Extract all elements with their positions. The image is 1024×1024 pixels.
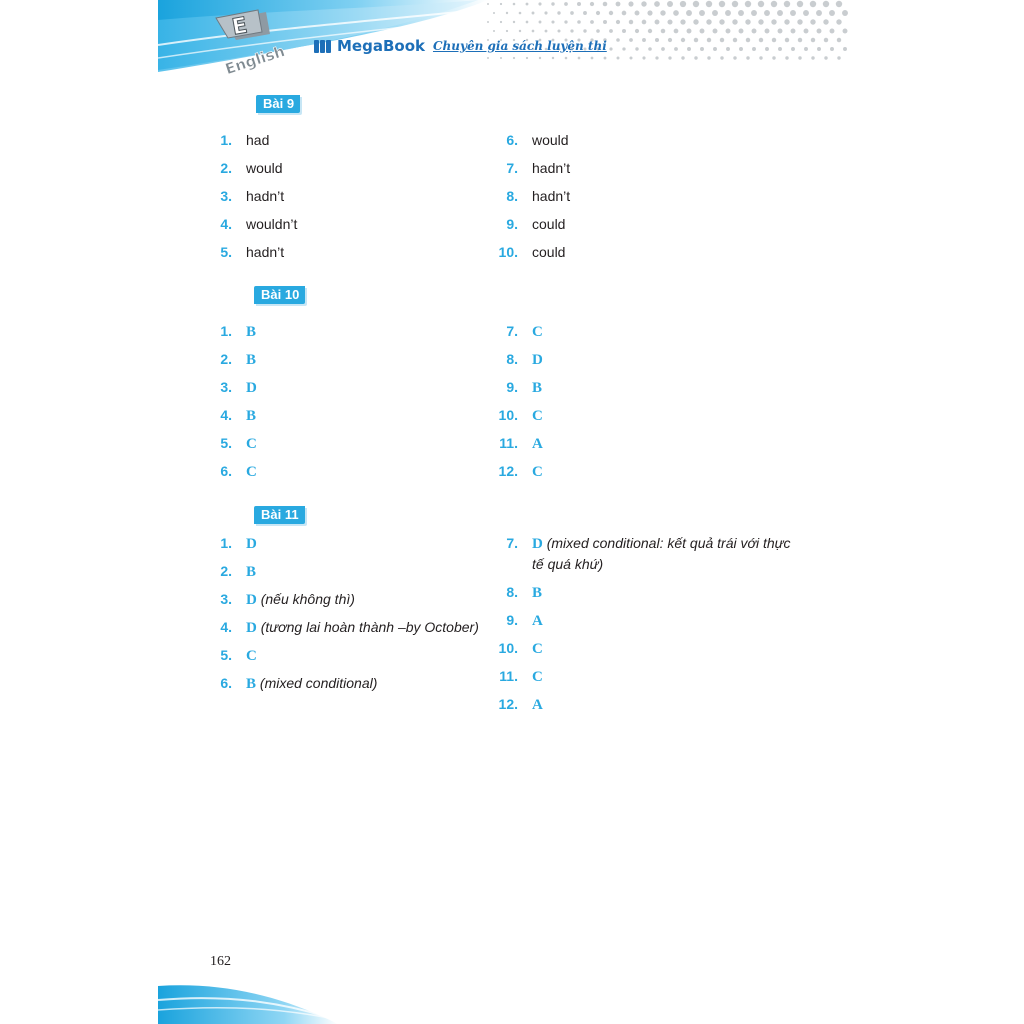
halftone-dot [719, 19, 724, 24]
halftone-dot [603, 2, 608, 7]
halftone-dot [803, 10, 809, 16]
halftone-dot [751, 10, 757, 16]
halftone-dot [752, 29, 757, 34]
halftone-dot [513, 57, 515, 59]
halftone-dot [785, 38, 789, 42]
halftone-dot [506, 12, 508, 14]
answer-item: 9. could [506, 216, 566, 232]
halftone-dot [513, 3, 516, 6]
halftone-dot [655, 56, 658, 59]
halftone-dot [583, 11, 587, 15]
answer-item: 2. B [220, 563, 257, 580]
halftone-dot [570, 29, 573, 32]
halftone-dot [603, 20, 607, 24]
halftone-dot [804, 47, 808, 51]
halftone-dot [590, 2, 594, 6]
halftone-dot [700, 29, 705, 34]
halftone-dot [564, 2, 568, 6]
halftone-dot [681, 38, 685, 42]
halftone-dot [772, 38, 776, 42]
halftone-dot [699, 10, 705, 16]
halftone-dot [578, 57, 581, 60]
halftone-dot [771, 1, 777, 7]
halftone-dot [641, 1, 646, 6]
halftone-dot [538, 2, 541, 5]
halftone-dot [823, 1, 829, 7]
halftone-dot [635, 29, 639, 33]
halftone-dot [519, 30, 521, 32]
footer-wave-graphic [158, 980, 418, 1024]
halftone-dot [539, 57, 541, 59]
halftone-dot [681, 56, 684, 59]
halftone-dot [622, 29, 626, 33]
halftone-dot [551, 2, 554, 5]
halftone-dot [648, 47, 652, 51]
english-logo [206, 6, 326, 78]
halftone-dot [622, 11, 627, 16]
halftone-dot [609, 29, 613, 33]
halftone-dot [661, 29, 666, 34]
brand-tagline: Chuyên gia sách luyện thi [432, 39, 607, 53]
halftone-dot [629, 38, 633, 42]
halftone-dot [693, 1, 699, 7]
halftone-dot [667, 1, 673, 7]
halftone-dot [500, 21, 502, 23]
halftone-dot [674, 47, 678, 51]
answer-item: 11. C [499, 668, 543, 685]
answer-item: 9. B [506, 379, 543, 396]
answer-item: 4. wouldn’t [220, 216, 298, 232]
halftone-dot [654, 1, 660, 7]
answer-item: 6. C [220, 463, 257, 480]
halftone-dot [836, 1, 842, 7]
halftone-dot [557, 29, 560, 32]
halftone-dot [526, 57, 528, 59]
halftone-dot [732, 19, 737, 24]
halftone-dot [829, 10, 835, 16]
halftone-dot [824, 38, 828, 42]
answer-item: 12. C [498, 463, 543, 480]
halftone-dot [487, 57, 489, 59]
halftone-dot [616, 20, 620, 24]
halftone-dot [629, 56, 632, 59]
svg-text:E: E [230, 13, 250, 41]
section-title-bai-9: Bài 9 [256, 95, 300, 113]
answer-item: 1. had [220, 132, 270, 148]
halftone-dot [635, 47, 638, 50]
answer-item: 9. A [506, 612, 543, 629]
halftone-dot [707, 38, 711, 42]
halftone-dot [713, 47, 717, 51]
answer-item: 4. B [220, 407, 257, 424]
halftone-dot [617, 57, 620, 60]
halftone-dot [765, 29, 770, 34]
halftone-dot [707, 56, 710, 59]
answer-item: 7. C [506, 323, 543, 340]
answer-item: 8. D [506, 351, 543, 368]
halftone-dot [647, 10, 652, 15]
halftone-dot [837, 56, 840, 59]
halftone-dot [843, 29, 848, 34]
halftone-dot [680, 19, 685, 24]
answer-item: 6. would [506, 132, 569, 148]
halftone-dot [604, 57, 607, 60]
section-title-bai-10: Bài 10 [254, 286, 305, 304]
halftone-dot [628, 1, 633, 6]
halftone-dot [686, 10, 692, 16]
halftone-dot [752, 47, 756, 51]
halftone-dot [720, 56, 723, 59]
halftone-dot [810, 1, 816, 7]
answer-item: 8. B [506, 584, 543, 601]
halftone-dot [487, 3, 489, 5]
page-number: 162 [210, 954, 231, 969]
answer-item: 11. A [499, 435, 543, 452]
halftone-dot [706, 1, 712, 7]
halftone-dot [738, 10, 744, 16]
halftone-dot [500, 57, 502, 59]
halftone-dot [733, 56, 736, 59]
halftone-dot [519, 12, 522, 15]
halftone-dot [777, 10, 783, 16]
answer-item: 3. D [220, 379, 257, 396]
halftone-dot [674, 29, 679, 34]
answer-item: 3. D (nếu không thì) [220, 591, 355, 608]
halftone-dot [758, 19, 763, 24]
halftone-dot [726, 47, 730, 51]
halftone-dot [616, 2, 621, 7]
halftone-dot [746, 56, 749, 59]
halftone-dot [798, 38, 802, 42]
halftone-dot [778, 29, 783, 34]
halftone-dot [687, 47, 691, 51]
halftone-dot [642, 56, 645, 59]
halftone-dot [557, 11, 560, 14]
halftone-dot [830, 47, 834, 51]
halftone-dot [668, 38, 672, 42]
halftone-dot [693, 19, 698, 24]
halftone-dot [629, 20, 633, 24]
halftone-dot [673, 10, 679, 16]
halftone-dot [532, 30, 535, 33]
halftone-dot [759, 38, 763, 42]
halftone-dot [635, 11, 640, 16]
halftone-dot [660, 10, 665, 15]
halftone-dot [591, 57, 594, 60]
halftone-dot [797, 19, 802, 24]
halftone-dot [778, 47, 782, 51]
page-header [158, 0, 866, 78]
halftone-dot [648, 29, 652, 33]
halftone-dot [577, 2, 581, 6]
halftone-dot [713, 29, 718, 34]
halftone-dot [785, 56, 788, 59]
halftone-dot [655, 38, 659, 42]
answer-item: 4. D (tương lai hoàn thành –by October) [220, 619, 479, 636]
answer-item: 10. C [498, 407, 543, 424]
halftone-dot [836, 19, 841, 24]
halftone-dot [539, 21, 542, 24]
halftone-dot [493, 30, 495, 32]
book-page [158, 0, 866, 1024]
halftone-dot [784, 1, 790, 7]
answer-item: 2. B [220, 351, 257, 368]
answer-item: 3. hadn’t [220, 188, 285, 204]
halftone-dot [842, 10, 848, 16]
halftone-dot [694, 38, 698, 42]
halftone-dot [759, 56, 762, 59]
halftone-dot [816, 10, 822, 16]
halftone-dot [830, 29, 835, 34]
halftone-dot [545, 30, 548, 33]
section-title-bai-11: Bài 11 [254, 506, 305, 524]
halftone-dot [798, 56, 801, 59]
halftone-dot [765, 47, 769, 51]
halftone-dot [564, 20, 567, 23]
halftone-dot [609, 11, 613, 15]
halftone-dot [544, 11, 547, 14]
brand-name: MegaBook [337, 37, 425, 55]
halftone-dot [733, 38, 737, 42]
halftone-dot [791, 47, 795, 51]
halftone-dot [811, 38, 815, 42]
halftone-dot [771, 19, 776, 24]
halftone-dot [784, 19, 789, 24]
halftone-dot [739, 47, 743, 51]
halftone-dot [758, 1, 764, 7]
halftone-dot [837, 38, 841, 42]
halftone-dot [772, 56, 775, 59]
halftone-dot [791, 29, 796, 34]
halftone-dot [577, 20, 581, 24]
halftone-dot [719, 1, 725, 7]
halftone-dot [745, 19, 750, 24]
halftone-dot [726, 29, 731, 34]
answer-item: 8. hadn’t [506, 188, 571, 204]
answer-item: 10. C [498, 640, 543, 657]
halftone-dot [513, 21, 515, 23]
answer-item: 10. could [498, 244, 566, 260]
answer-item: 6. B (mixed conditional) [220, 675, 378, 692]
halftone-dot [817, 47, 821, 51]
halftone-dot [590, 20, 594, 24]
answer-item: 5. C [220, 435, 257, 452]
halftone-dot [655, 20, 660, 25]
halftone-dot [824, 56, 827, 59]
halftone-dot [797, 1, 803, 7]
halftone-dot [583, 29, 586, 32]
halftone-dot [725, 10, 731, 16]
halftone-dot [570, 11, 574, 15]
halftone-dot [596, 29, 600, 33]
halftone-dot [565, 57, 568, 60]
halftone-dot [642, 20, 647, 25]
halftone-dot [811, 56, 814, 59]
halftone-dot [712, 10, 718, 16]
halftone-dot [526, 3, 529, 6]
halftone-dot [661, 47, 665, 51]
halftone-dot [493, 12, 495, 14]
answer-item: 1. D [220, 535, 257, 552]
halftone-dot [506, 30, 508, 32]
halftone-dot [804, 29, 809, 34]
halftone-dot [526, 21, 529, 24]
halftone-dot [667, 19, 672, 24]
halftone-dot [745, 1, 751, 7]
answer-item: 12. A [498, 696, 543, 713]
halftone-dot [739, 29, 744, 34]
halftone-dot [500, 3, 502, 5]
halftone-dot [596, 11, 600, 15]
svg-text:English: English [222, 42, 288, 78]
answer-item: 7. hadn’t [506, 160, 571, 176]
halftone-dot [764, 10, 770, 16]
halftone-dot [609, 47, 612, 50]
answer-item: 7. D (mixed conditional: kết quả trái với thực tế quá khứ) [506, 535, 791, 572]
halftone-dot [706, 19, 711, 24]
halftone-dot [616, 38, 620, 42]
halftone-dot [622, 47, 625, 50]
halftone-dot [680, 1, 686, 7]
halftone-dot [487, 21, 489, 23]
halftone-dot [810, 19, 815, 24]
halftone-dot [700, 47, 704, 51]
halftone-dot [642, 38, 646, 42]
halftone-dot [790, 10, 796, 16]
halftone-dot [551, 20, 554, 23]
halftone-dot [687, 29, 692, 34]
answer-item: 5. C [220, 647, 257, 664]
halftone-dot [817, 29, 822, 34]
halftone-dot [746, 38, 750, 42]
answer-item: 5. hadn’t [220, 244, 285, 260]
halftone-dot [694, 56, 697, 59]
halftone-dot [843, 47, 847, 51]
answer-item: 1. B [220, 323, 257, 340]
halftone-dot [668, 56, 671, 59]
halftone-dot [823, 19, 828, 24]
halftone-dot [532, 12, 535, 15]
brand-label [314, 36, 607, 56]
megabook-logo-icon [314, 40, 331, 53]
halftone-dot [552, 57, 554, 59]
halftone-dot [732, 1, 738, 7]
halftone-dot [720, 38, 724, 42]
answer-item: 2. would [220, 160, 283, 176]
